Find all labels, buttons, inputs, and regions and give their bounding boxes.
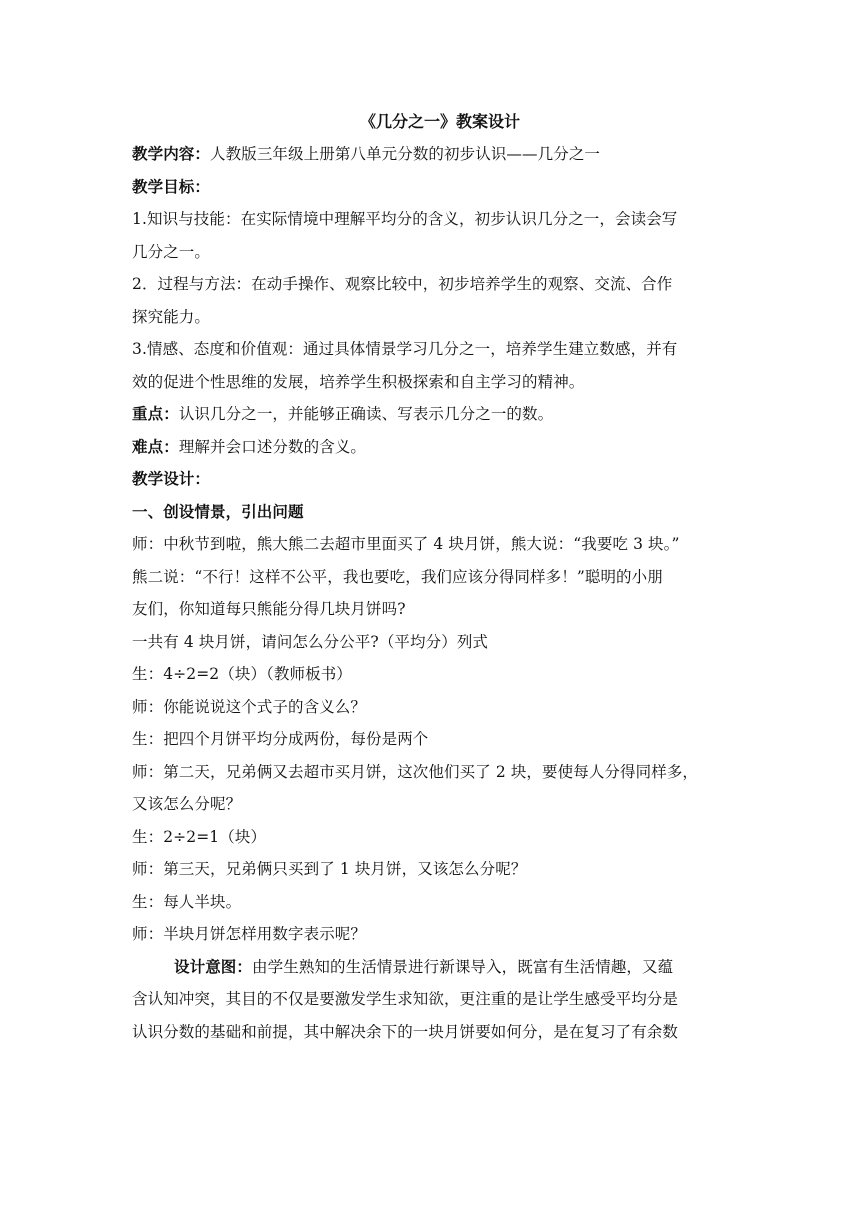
key-point-line xyxy=(132,398,732,431)
goal1-line1: 1.知识与技能：在实际情境中理解平均分的含义，初步认识几分之一，会读会写 xyxy=(132,210,678,228)
teaching-design-heading: 教学设计： xyxy=(132,469,211,488)
paragraph1-line2: 熊二说：“不行！这样不公平，我也要吃，我们应该分得同样多！”聪明的小朋 xyxy=(132,567,663,586)
paragraph3: 生：4÷2=2（块）（教师板书） xyxy=(132,665,352,683)
teaching-goals-heading: 教学目标： xyxy=(132,176,211,196)
goal2-line1: 2．过程与方法：在动手操作、观察比较中，初步培养学生的观察、交流、合作 xyxy=(132,275,673,293)
paragraph1-line1: 师：中秋节到啦，熊大熊二去超市里面买了 4 块月饼，熊大说：“我要吃 3 块。” xyxy=(132,535,680,553)
difficulty-label: 难点： xyxy=(132,436,179,456)
teaching-content-line xyxy=(132,138,732,171)
paragraph4: 师：你能说说这个式子的含义么？ xyxy=(132,697,367,716)
difficulty-text: 理解并会口述分数的含义。 xyxy=(178,437,367,456)
paragraph1-line3: 友们，你知道每只熊能分得几块月饼吗? xyxy=(132,600,406,618)
goal1-line2: 几分之一。 xyxy=(132,242,211,261)
paragraph8: 师：第三天，兄弟俩只买到了 1 块月饼，又该怎么分呢？ xyxy=(132,860,527,878)
key-point-text: 认识几分之一，并能够正确读、写表示几分之一的数。 xyxy=(178,405,554,423)
design-intent-line1 xyxy=(132,951,732,984)
section1-heading: 一、创设情景，引出问题 xyxy=(132,501,304,521)
paragraph10: 师：半块月饼怎样用数字表示呢？ xyxy=(132,925,367,943)
goal3-line1: 3.情感、态度和价值观：通过具体情景学习几分之一，培养学生建立数感，并有 xyxy=(132,340,678,358)
design-intent-line3: 认识分数的基础和前提，其中解决余下的一块月饼要如何分，是在复习了有余数 xyxy=(132,1022,679,1041)
goal2-line2: 探究能力。 xyxy=(132,307,211,326)
paragraph7: 生：2÷2=1（块） xyxy=(132,827,267,846)
goal3-line2: 效的促进个性思维的发展，培养学生积极探索和自主学习的精神。 xyxy=(132,372,585,391)
paragraph9: 生：每人半块。 xyxy=(132,892,242,911)
teaching-content-label: 教学内容： xyxy=(132,144,211,163)
paragraph2: 一共有 4 块月饼，请问怎么分公平?（平均分）列式 xyxy=(132,632,489,651)
document-title: 《几分之一》教案设计 xyxy=(359,112,520,131)
document-body xyxy=(132,112,732,1048)
teaching-content-text: 人教版三年级上册第八单元分数的初步认识——几分之一 xyxy=(210,145,601,163)
paragraph6-line2: 又该怎么分呢？ xyxy=(132,795,242,813)
design-intent-label: 设计意图： xyxy=(174,956,253,976)
paragraph6-line1: 师：第二天，兄弟俩又去超市买月饼，这次他们买了 2 块，要使每人分得同样多， xyxy=(132,762,699,781)
design-intent-line2: 含认知冲突，其目的不仅是要激发学生求知欲，更注重的是让学生感受平均分是 xyxy=(132,990,679,1008)
paragraph5: 生：把四个月饼平均分成两份，每份是两个 xyxy=(132,730,429,748)
design-intent-text: 由学生熟知的生活情景进行新课导入，既富有生活情趣，又蕴 xyxy=(252,957,674,976)
difficulty-line xyxy=(132,431,732,464)
key-point-label: 重点： xyxy=(132,404,179,423)
